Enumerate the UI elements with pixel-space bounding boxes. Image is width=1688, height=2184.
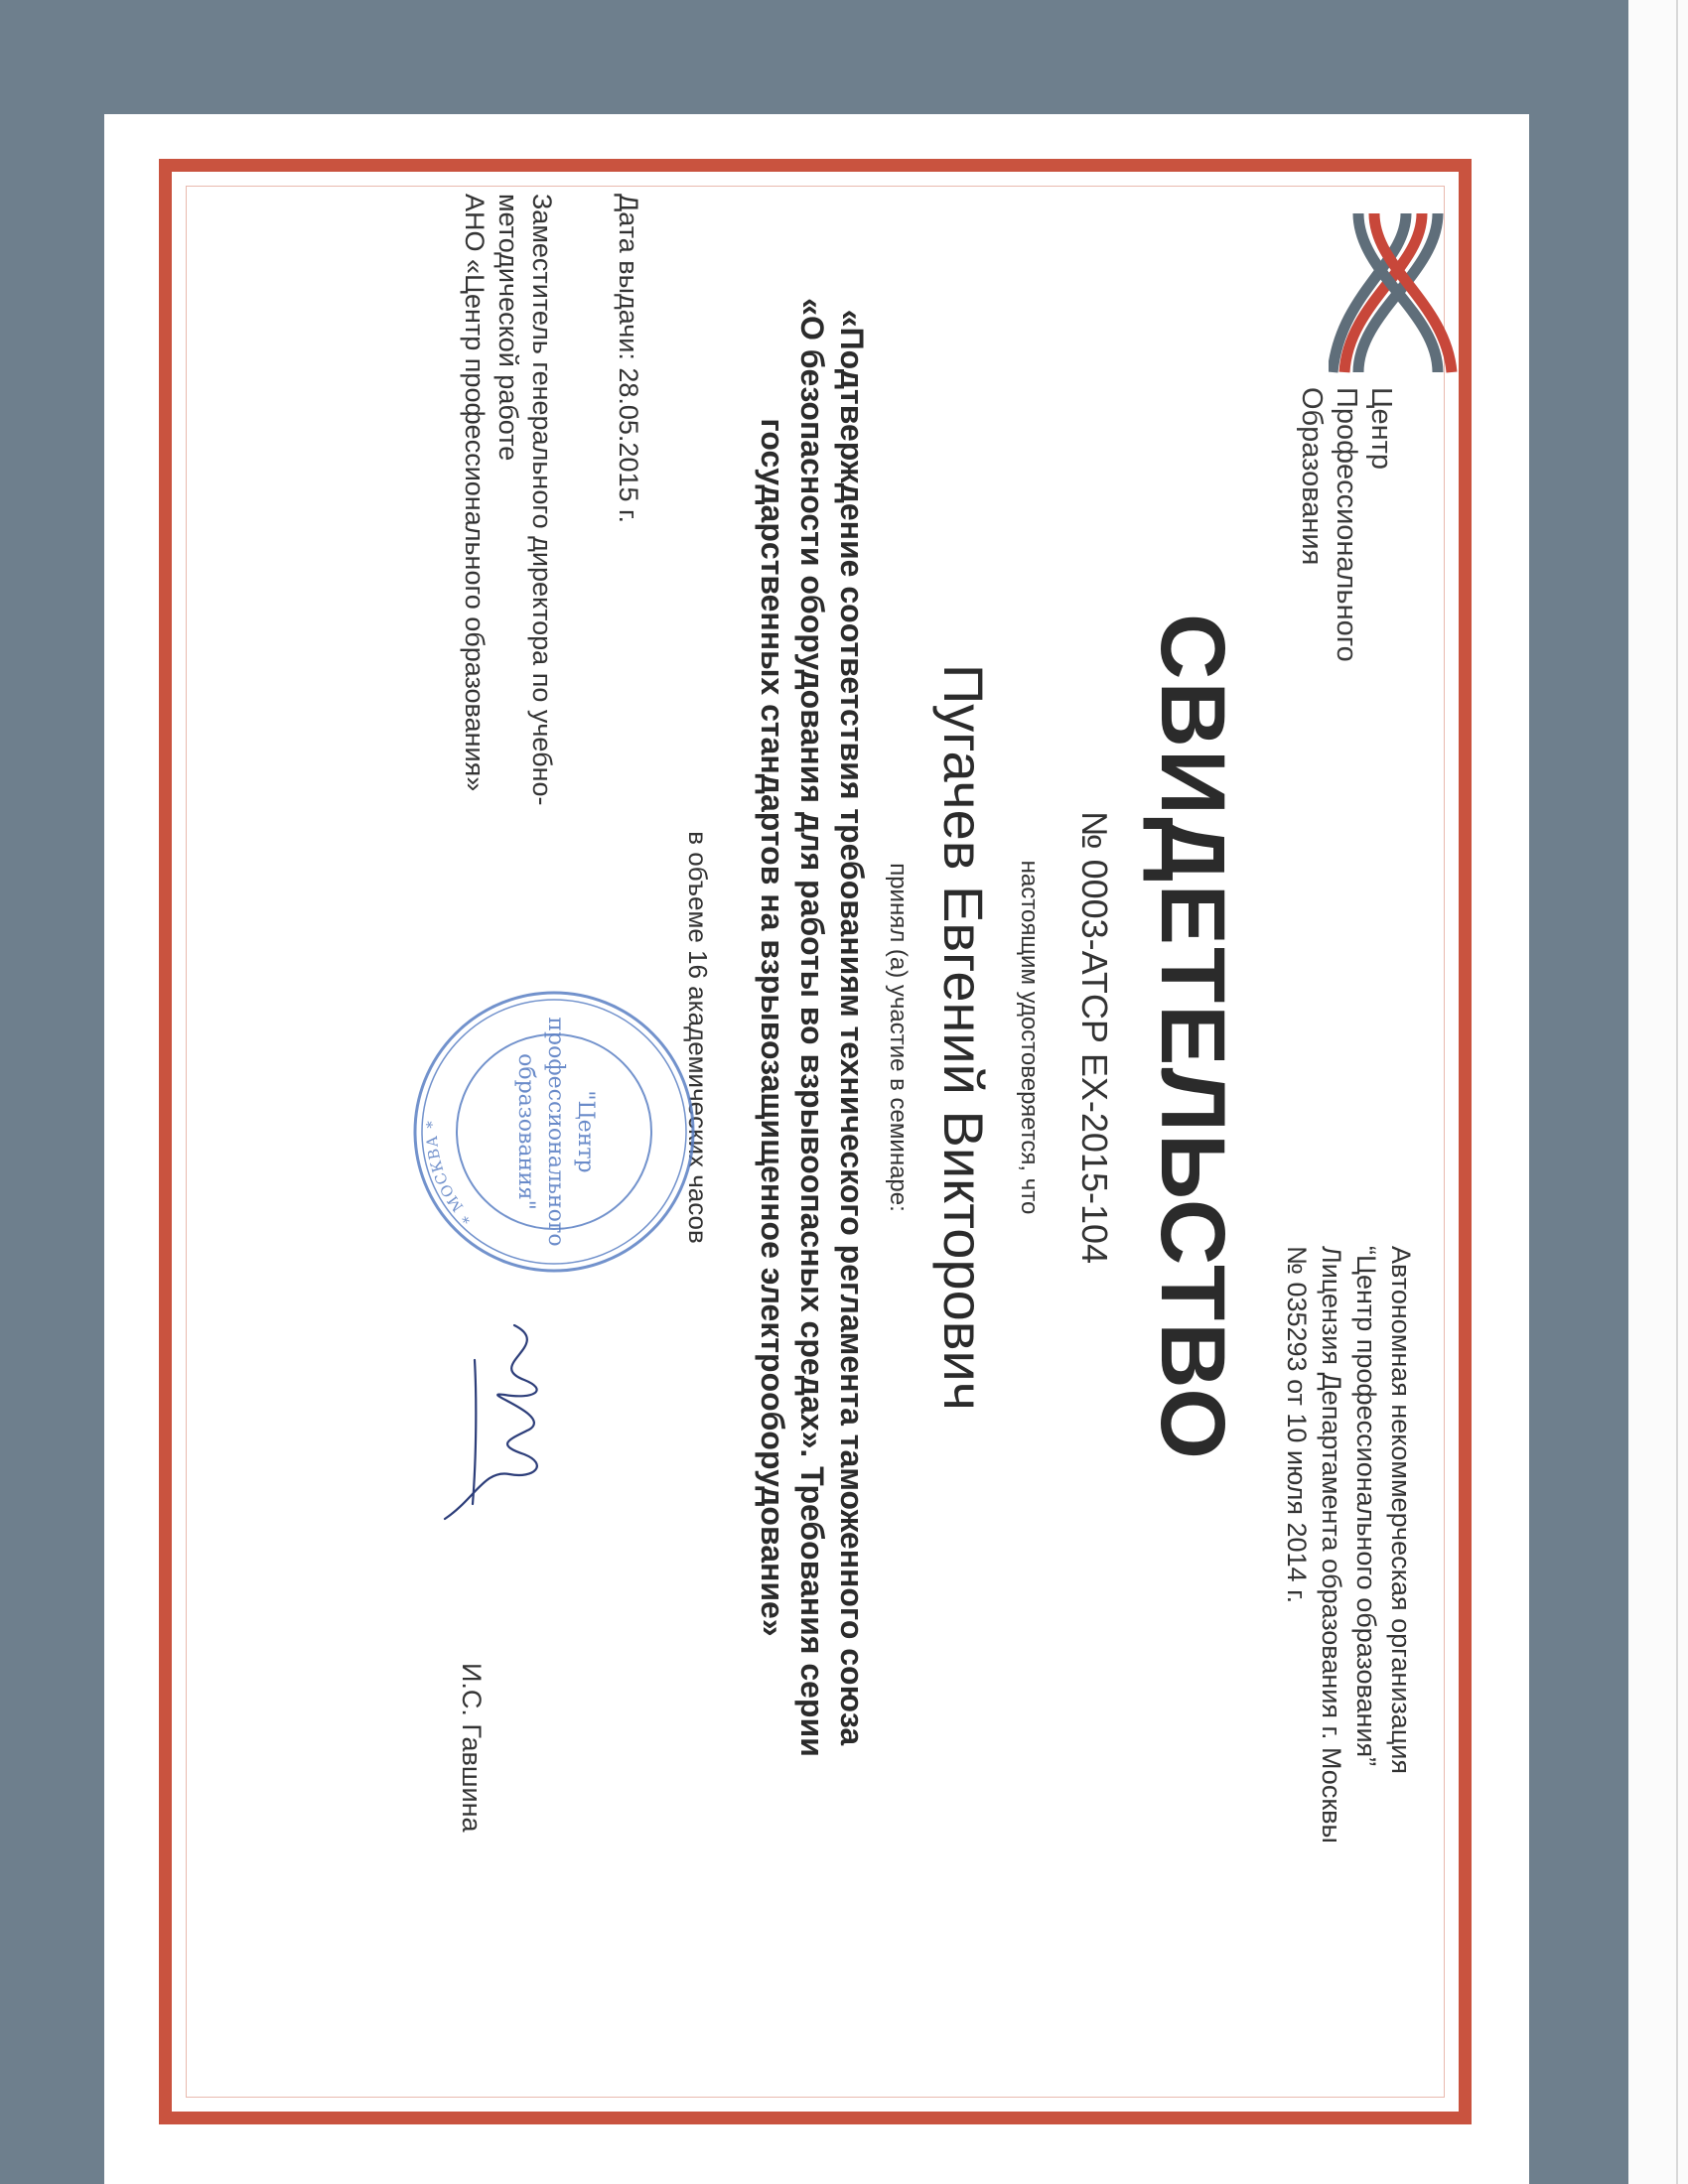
stamp-center-line: образования" xyxy=(513,1053,538,1210)
signer-role-line: АНО «Центр профессионального образования» xyxy=(460,194,490,792)
signer-role-line: Заместитель генерального директора по учебно- xyxy=(527,194,557,806)
seminar-title xyxy=(753,204,872,1851)
scan-edge xyxy=(1628,0,1688,2184)
handwritten-signature xyxy=(435,1305,594,1564)
certificate-number: № 0003-АТСР EX-2015-104 xyxy=(1074,810,1115,1265)
stamp-center-line: профессионального xyxy=(543,1017,568,1247)
issue-date: Дата выдачи: 28.05.2015 г. xyxy=(614,194,643,524)
logo-text-line: Центр xyxy=(1365,387,1397,471)
logo-text-line: Образования xyxy=(1296,387,1328,566)
participation-text: принял (а) участие в семинаре: xyxy=(885,863,912,1212)
organization-header-line: “Центр профессионального образования” xyxy=(1351,1246,1381,1767)
seminar-title-line: государственных стандартов на взрывозащищенное электрооборудование» xyxy=(755,418,790,1637)
organization-stamp xyxy=(405,983,703,1281)
scan-edge-line xyxy=(1676,0,1678,2184)
stamp-center-line: "Центр xyxy=(573,1090,598,1173)
seminar-title-line: «О безопасности оборудования для работы во взрывоопасных средах». Требования серии xyxy=(794,298,830,1757)
svg-text:* МОСКВА * xyxy=(423,1120,477,1227)
logo-text xyxy=(1294,387,1398,662)
signer-role-line: методической работе xyxy=(493,194,523,462)
organization-header-line: Лицензия Департамента образования г. Москвы xyxy=(1317,1246,1346,1843)
logo-text-line: Профессионального xyxy=(1331,387,1362,662)
certificate-title: СВИДЕТЕЛЬСТВО xyxy=(1142,614,1243,1461)
stamp-city: * МОСКВА * xyxy=(422,1119,477,1227)
certifies-text: настоящим удостоверяется, что xyxy=(1016,860,1043,1215)
organization-header-line: Автономная некоммерческая организация xyxy=(1386,1246,1416,1774)
course-volume: в объеме 16 академических часов xyxy=(683,831,713,1244)
signer-role xyxy=(458,194,559,806)
seminar-title-line: «Подтверждение соответствия требованиям технического регламента таможенного союза xyxy=(834,309,870,1746)
recipient-name: Пугачев Евгений Викторович xyxy=(932,664,995,1411)
certificate-content xyxy=(187,194,1468,1931)
organization-header-line: № 035293 от 10 июля 2014 г. xyxy=(1282,1246,1312,1604)
signer-name: И.С. Гавшина xyxy=(457,1663,487,1833)
organization-header xyxy=(1279,1246,1418,1843)
